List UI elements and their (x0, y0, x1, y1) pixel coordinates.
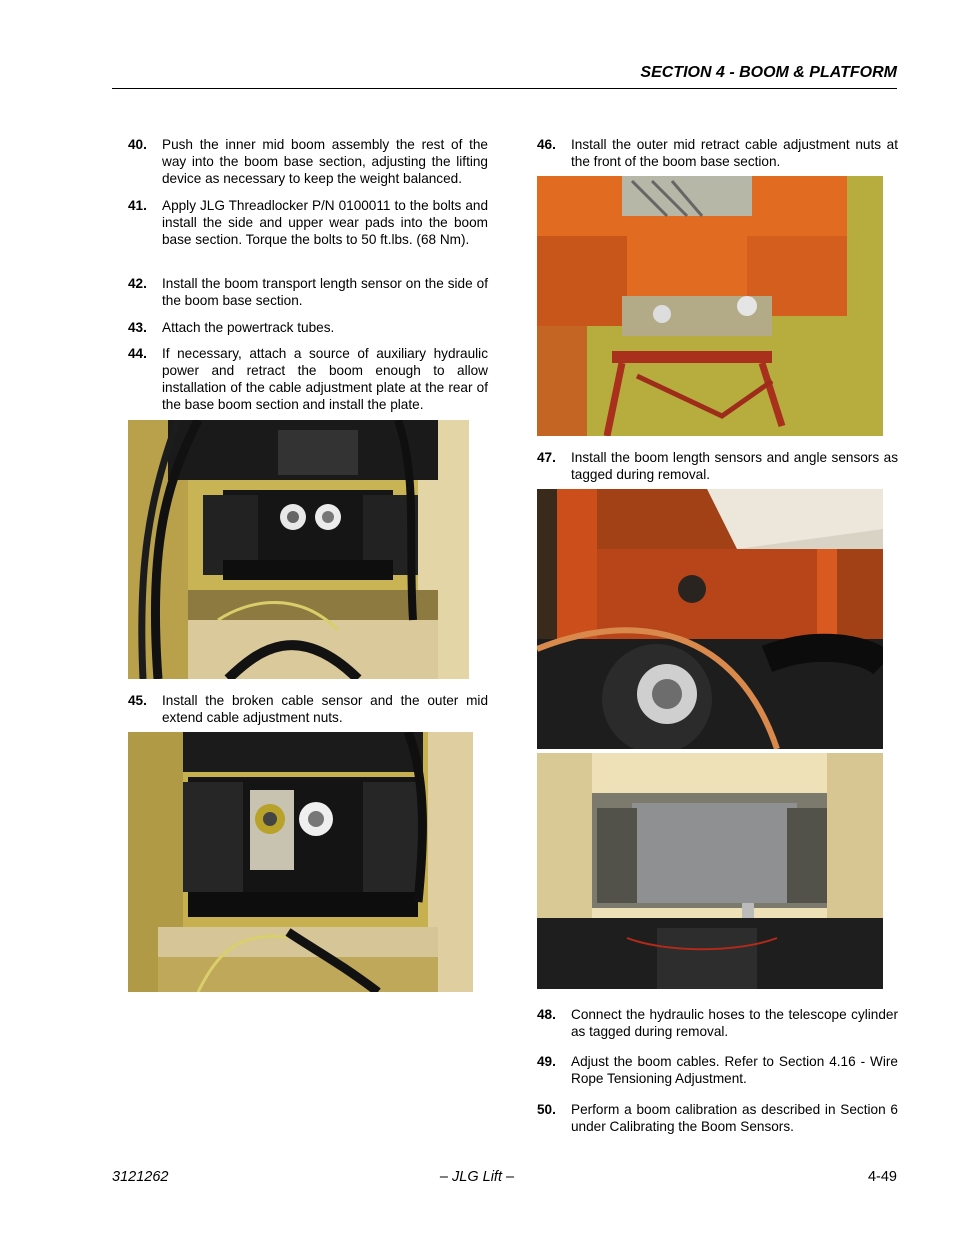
step-text: Install the boom length sensors and angle sensors as tagged during removal. (571, 450, 898, 482)
step-text: Install the broken cable sensor and the outer mid extend cable adjustment nuts. (162, 693, 488, 725)
photo-broken-cable-sensor (128, 732, 473, 992)
section-title: SECTION 4 - BOOM & PLATFORM (640, 64, 897, 81)
step-text: If necessary, attach a source of auxiliary hydraulic power and retract the boom enough to allow installation of the cable adjustment plate at the rear of the base boom section and install the plate. (162, 346, 488, 412)
step-number: 50. (537, 1102, 556, 1117)
step-text: Perform a boom calibration as described in Section 6 under Calibrating the Boom Sensors. (571, 1102, 898, 1134)
step-text: Adjust the boom cables. Refer to Section 4.16 - Wire Rope Tensioning Adjustment. (571, 1054, 898, 1086)
step-number: 42. (128, 276, 147, 291)
step-number: 41. (128, 198, 147, 213)
step-number: 49. (537, 1054, 556, 1069)
step-text: Attach the powertrack tubes. (162, 320, 335, 335)
photo-outer-mid-retract-nuts-image (537, 176, 883, 436)
photo-outer-mid-retract-nuts (537, 176, 883, 436)
photo-boom-length-sensors-image (537, 489, 883, 749)
step-number: 48. (537, 1007, 556, 1022)
step-number: 47. (537, 450, 556, 465)
footer-doc-number: 3121262 (112, 1169, 169, 1185)
step-number: 44. (128, 346, 147, 361)
step-number: 43. (128, 320, 147, 335)
footer-publisher: – JLG Lift – (439, 1169, 515, 1185)
step-text: Connect the hydraulic hoses to the telescope cylinder as tagged during removal. (571, 1007, 898, 1039)
step-text: Install the outer mid retract cable adjustment nuts at the front of the boom base section. (571, 137, 898, 169)
photo-boom-length-sensors (537, 489, 883, 749)
header-rule (112, 88, 897, 89)
photo-cable-adjustment-plate-image (128, 420, 469, 679)
footer-page-number: 4-49 (867, 1169, 897, 1185)
step-text: Push the inner mid boom assembly the rest of the way into the boom base section, adjusting the lifting device as necessary to keep the weight balanced. (162, 137, 488, 186)
photo-angle-sensors-image (537, 753, 883, 989)
step-number: 46. (537, 137, 556, 152)
step-number: 45. (128, 693, 147, 708)
step-number: 40. (128, 137, 147, 152)
photo-broken-cable-sensor-image (128, 732, 473, 992)
step-text: Install the boom transport length sensor on the side of the boom base section. (162, 276, 488, 308)
step-text: Apply JLG Threadlocker P/N 0100011 to the bolts and install the side and upper wear pads into the boom base section. Torque the bolts to 50 ft.lbs. (68 Nm). (162, 198, 488, 247)
photo-angle-sensors (537, 753, 883, 989)
photo-cable-adjustment-plate (128, 420, 469, 679)
